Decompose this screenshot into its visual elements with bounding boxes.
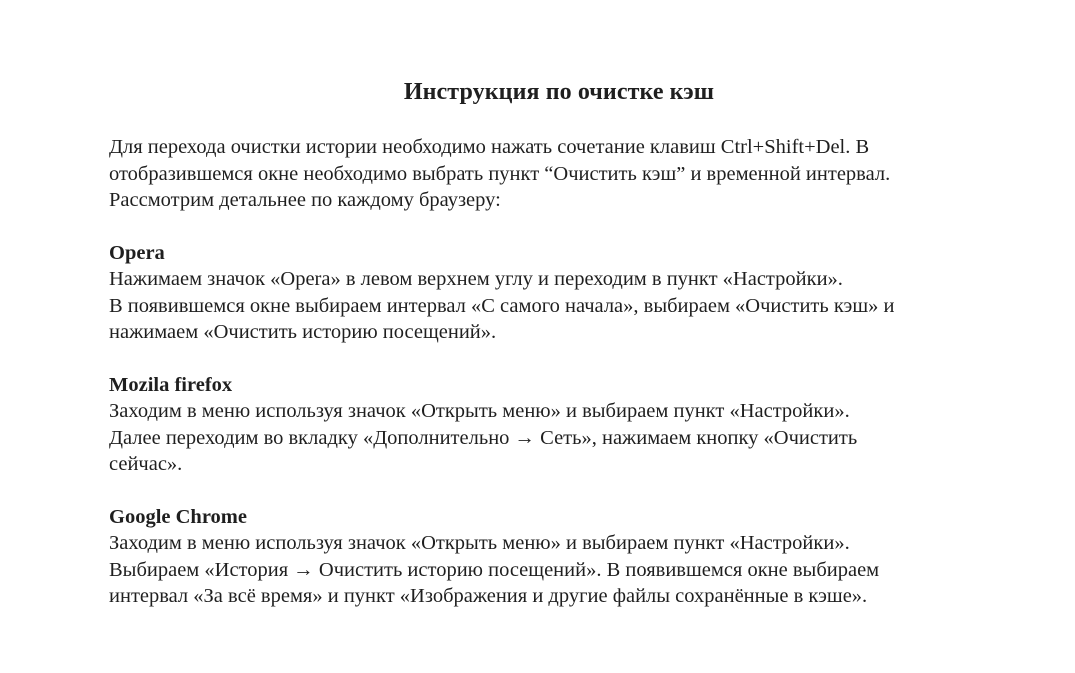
section-line: нажимаем «Очистить историю посещений». — [109, 321, 497, 343]
section-line: Нажимаем значок «Opera» в левом верхнем углу и переходим в пункт «Настройки». — [109, 268, 843, 290]
intro-line: Рассмотрим детальнее по каждому браузеру: — [109, 189, 501, 211]
section-line: Выбираем «История → Очистить историю посещений». В появившемся окне выбираем — [109, 558, 880, 581]
document-page — [109, 78, 1009, 610]
section-body — [109, 266, 1009, 346]
section-body — [109, 398, 1009, 478]
section-heading: Opera — [109, 241, 165, 264]
intro-paragraph — [109, 134, 1009, 214]
section-heading: Google Chrome — [109, 505, 247, 528]
section-line: интервал «За всё время» и пункт «Изображения и другие файлы сохранённые в кэше». — [109, 585, 868, 607]
section-line: Заходим в меню используя значок «Открыть меню» и выбираем пункт «Настройки». — [109, 532, 850, 554]
section-body — [109, 530, 1009, 610]
section-firefox — [109, 372, 1009, 478]
section-line: Заходим в меню используя значок «Открыть меню» и выбираем пункт «Настройки». — [109, 400, 850, 422]
intro-line: отобразившемся окне необходимо выбрать пункт “Очистить кэш” и временной интервал. — [109, 162, 891, 185]
section-opera — [109, 240, 1009, 346]
section-line: В появившемся окне выбираем интервал «С самого начала», выбираем «Очистить кэш» и — [109, 294, 895, 317]
intro-line: Для перехода очистки истории необходимо нажать сочетание клавиш Ctrl+Shift+Del. В — [109, 136, 870, 158]
section-line: Далее переходим во вкладку «Дополнительно → Сеть», нажимаем кнопку «Очистить — [109, 426, 858, 449]
section-chrome — [109, 504, 1009, 610]
section-heading: Mozila firefox — [109, 373, 233, 396]
section-line: сейчас». — [109, 453, 183, 475]
document-title: Инструкция по очистке кэш — [403, 79, 715, 105]
